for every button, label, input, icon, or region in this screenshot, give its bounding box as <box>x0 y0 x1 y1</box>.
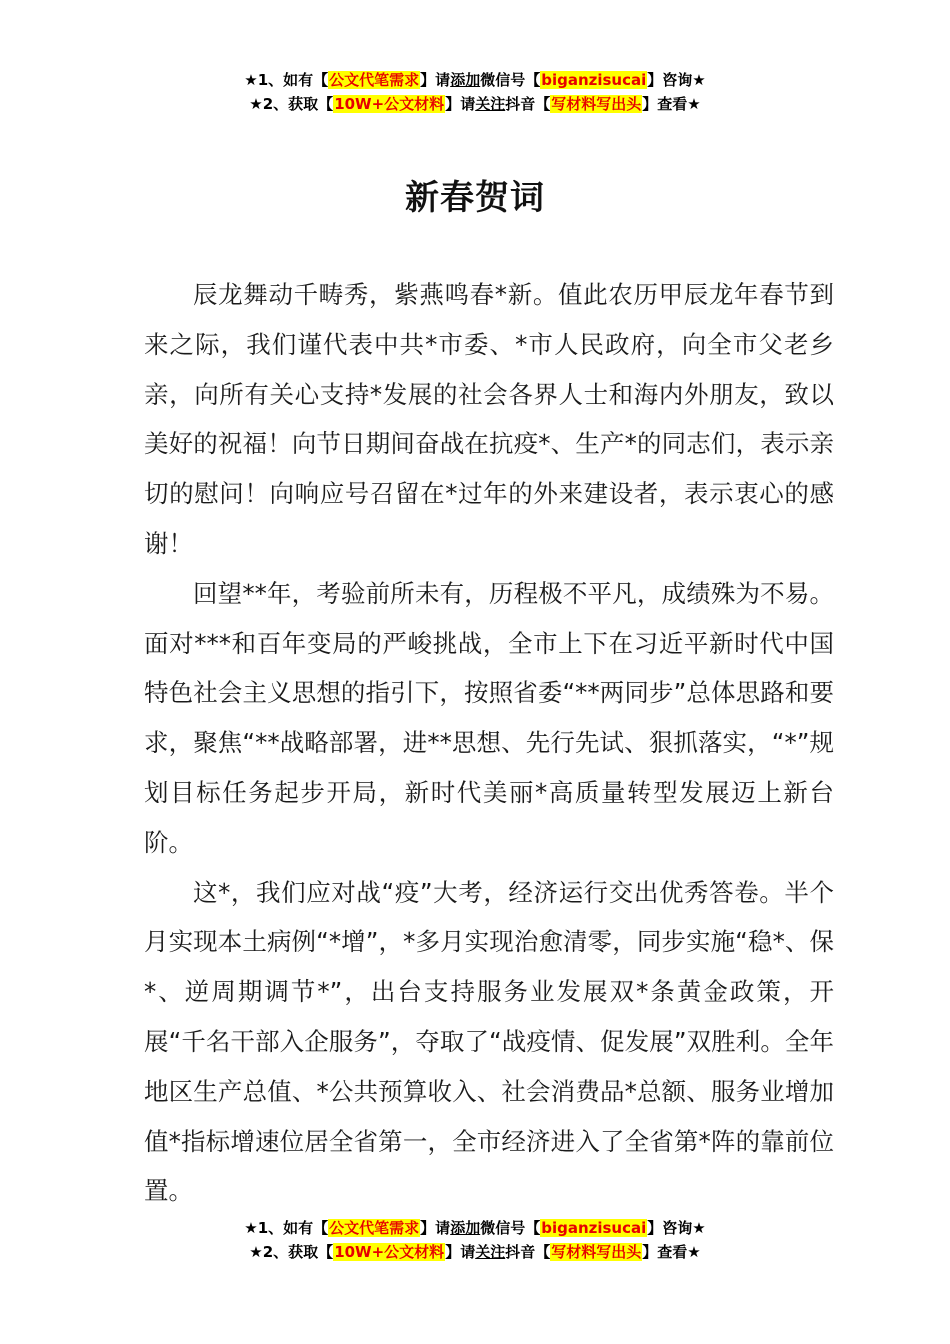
paragraph: 辰龙舞动千畴秀，紫燕鸣春*新。值此农历甲辰龙年春节到来之际，我们谨代表中共*市委、*市人民政府，向全市父老乡亲，向所有关心支持*发展的社会各界人士和海内外朋友，致以美好的祝福！向节日期间奋战在抗疫*、生产*的同志们，表示亲切的慰问！向响应号召留在*过年的外来建设者，表示衷心的感谢！ <box>144 280 834 558</box>
banner-text: 】咨询★ <box>647 71 706 89</box>
highlight-materials: 10W+公文材料 <box>334 1243 445 1261</box>
banner-text: 】请 <box>445 1243 476 1261</box>
banner-text: 抖音【 <box>505 95 551 113</box>
header-banner <box>0 68 950 116</box>
banner-text: 】请 <box>420 1219 451 1237</box>
highlight-service: 公文代笔需求 <box>329 71 420 89</box>
banner-text: ★1、如有【 <box>244 71 329 89</box>
banner-line-1 <box>0 68 950 92</box>
banner-emphasis: 添加 <box>450 1219 481 1237</box>
banner-text: 微信号【 <box>480 71 541 89</box>
paragraph: 回望**年，考验前所未有，历程极不平凡，成绩殊为不易。面对***和百年变局的严峻挑战，全市上下在习近平新时代中国特色社会主义思想的指引下，按照省委“**两同步”总体思路和要求，聚焦“**战略部署，进**思想、先行先试、狠抓落实，“*”规划目标任务起步开局，新时代美丽*高质量转型发展迈上新台阶。 <box>144 578 834 857</box>
banner-line-2 <box>0 92 950 116</box>
banner-text: 】查看★ <box>642 1243 701 1261</box>
paragraph: 这*，我们应对战“疫”大考，经济运行交出优秀答卷。半个月实现本土病例“*增”，*多月实现治愈清零，同步实施“稳*、保*、逆周期调节*”，出台支持服务业发展双*条黄金政策，开展“千名干部入企服务”，夺取了“战疫情、促发展”双胜利。全年地区生产总值、*公共预算收入、社会消费品*总额、服务业增加值*指标增速位居全省第一，全市经济进入了全省第*阵的靠前位置。 <box>144 877 834 1206</box>
banner-emphasis: 关注 <box>475 1243 506 1261</box>
banner-text: ★1、如有【 <box>244 1219 329 1237</box>
document-title: 新春贺词 <box>405 178 545 218</box>
banner-emphasis: 添加 <box>450 71 481 89</box>
banner-text: 抖音【 <box>505 1243 551 1261</box>
banner-text: ★2、获取【 <box>249 95 334 113</box>
highlight-douyin-account: 写材料写出头 <box>551 95 642 113</box>
banner-text: ★2、获取【 <box>249 1243 334 1261</box>
highlight-service: 公文代笔需求 <box>329 1219 420 1237</box>
highlight-wechat-id: biganzisucai <box>541 71 647 89</box>
banner-text: 】请 <box>445 95 476 113</box>
banner-text: 微信号【 <box>480 1219 541 1237</box>
banner-text: 】咨询★ <box>647 1219 706 1237</box>
document-body <box>144 270 834 1216</box>
banner-text: 】请 <box>420 71 451 89</box>
footer-banner <box>0 1216 950 1264</box>
banner-text: 】查看★ <box>642 95 701 113</box>
highlight-materials: 10W+公文材料 <box>334 95 445 113</box>
banner-line-1 <box>0 1216 950 1240</box>
banner-emphasis: 关注 <box>475 95 506 113</box>
highlight-wechat-id: biganzisucai <box>541 1219 647 1237</box>
highlight-douyin-account: 写材料写出头 <box>551 1243 642 1261</box>
banner-line-2 <box>0 1240 950 1264</box>
